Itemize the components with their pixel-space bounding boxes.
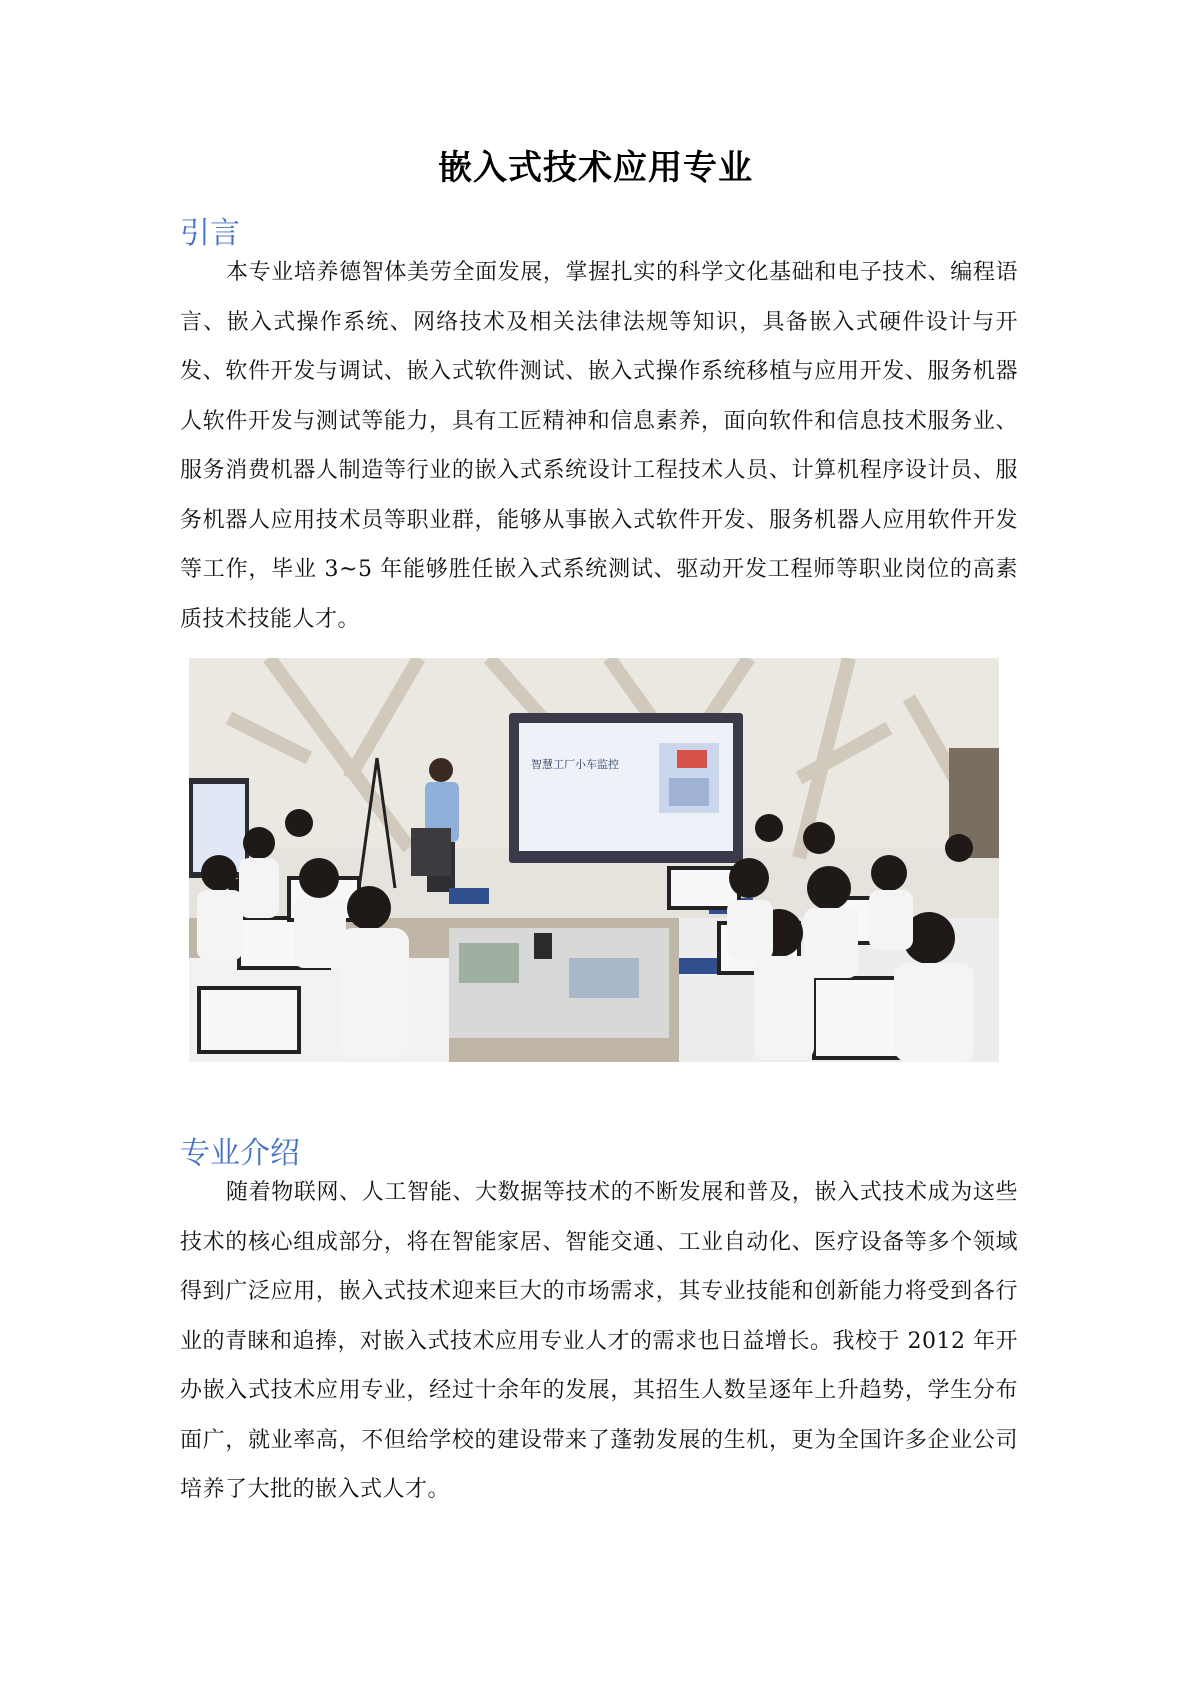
section-heading-intro: 引言	[180, 216, 240, 251]
document-title: 嵌入式技术应用专业	[438, 148, 753, 188]
major-paragraph: 随着物联网、人工智能、大数据等技术的不断发展和普及，嵌入式技术成为这些技术的核心组成部分，将在智能家居、智能交通、工业自动化、医疗设备等多个领域得到广泛应用，嵌入式技术迎来巨大的市场需求，其专业技能和创新能力将受到各行业的青睐和追捧，对嵌入式技术应用专业人才的需求也日益增长。我校于 2012 年开办嵌入式技术应用专业，经过十余年的发展，其招生人数呈逐年上升趋势，学生分布面广，就业率高，不但给学校的建设带来了蓬勃发展的生机，更为全国许多企业公司培养了大批的嵌入式人才。	[180, 1180, 1018, 1502]
classroom-illustration	[189, 658, 999, 1062]
section-heading-major: 专业介绍	[180, 1136, 300, 1171]
screen-slide-title: 智慧工厂小车监控	[531, 758, 619, 771]
classroom-photo	[189, 658, 999, 1062]
intro-paragraph: 本专业培养德智体美劳全面发展，掌握扎实的科学文化基础和电子技术、编程语言、嵌入式操作系统、网络技术及相关法律法规等知识，具备嵌入式硬件设计与开发、软件开发与调试、嵌入式软件测试、嵌入式操作系统移植与应用开发、服务机器人软件开发与测试等能力，具有工匠精神和信息素养，面向软件和信息技术服务业、服务消费机器人制造等行业的嵌入式系统设计工程技术人员、计算机程序设计员、服务机器人应用技术员等职业群，能够从事嵌入式软件开发、服务机器人应用软件开发等工作，毕业 3~5 年能够胜任嵌入式系统测试、驱动开发工程师等职业岗位的高素质技术技能人才。	[180, 260, 1018, 632]
